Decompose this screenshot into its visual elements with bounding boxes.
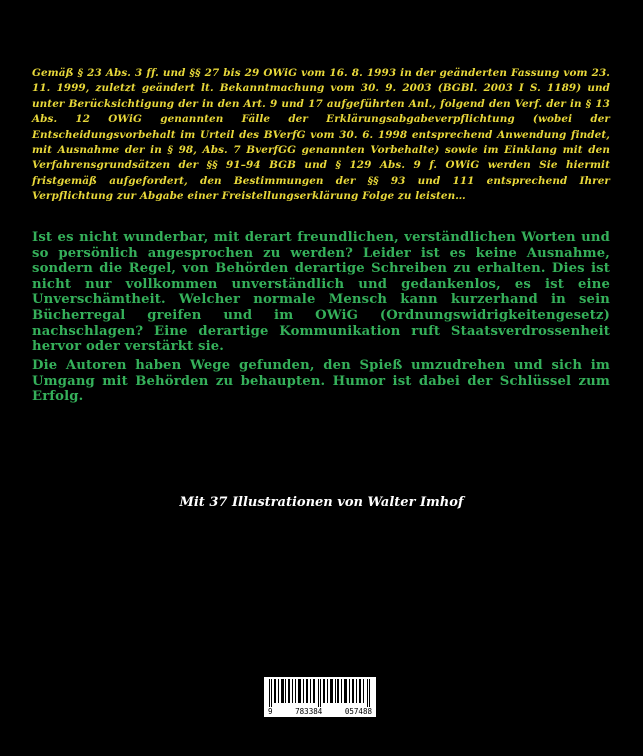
illustrations-credit: Mit 37 Illustrationen von Walter Imhof [179,495,464,510]
legal-text: Gemäß § 23 Abs. 3 ff. und §§ 27 bis 29 OWiG vom 16. 8. 1993 in der geänderten Fassung vom 23. 11. 1999, zuletzt geändert lt. Bekanntmachung vom 30. 9. 2003 (BGBl. 2003 I S. 1189) und unter Berücksichtigung der in den Art. 9 und 17 aufgeführten Anl., folgend den Verf. der in § 13 Abs. 12 OWiG genannten Fälle der Erklärungsabgabeverpflichtung (wobei der Entscheidungsvorbehalt im Urteil des BVerfG vom 30. 6. 1998 entsprechend Anwendung findet, mit Ausnahme der in § 98, Abs. 7 BverfGG genannten Vorbehalte) sowie im Einklang mit den Verfahrensgrundsätzen der §§ 91–94 BGB und § 129 Abs. 9 f. OWiG werden Sie hiermit fristgemäß aufgefordert, den Bestimmungen der §§ 93 und 111 entsprechend Ihrer Verpflichtung zur Abgabe einer Freistellungserklärung Folge zu leisten… [32,67,610,203]
barcode-number [264,707,376,716]
blurb-paragraph-1: Ist es nicht wunderbar, mit derart freundlichen, verständlichen Worten und so persönlich angesprochen zu werden? Leider ist es keine Ausnahme, sondern die Regel, von Behörden derartige Schreiben zu erhalten. Dies ist nicht nur vollkommen unverständlich und gedankenlos, es ist eine Unverschämtheit. Welcher normale Mensch kann kurzerhand in sein Bücherregal greifen und im OWiG (Ordnungswidrigkeitengesetz) nachschlagen? Eine derartige Kommunikation ruft Staatsverdrossenheit hervor oder verstärkt sie. [32,230,610,355]
barcode-bars [269,679,371,707]
barcode-group-1: 783384 [295,707,323,716]
isbn-barcode [264,677,376,717]
blurb-paragraph-2: Die Autoren haben Wege gefunden, den Spieß umzudrehen und sich im Umgang mit Behörden zu behaupten. Humor ist dabei der Schlüssel zum Erfolg. [32,358,610,405]
barcode-group-2: 057488 [344,707,372,716]
barcode-prefix: 9 [268,707,273,716]
